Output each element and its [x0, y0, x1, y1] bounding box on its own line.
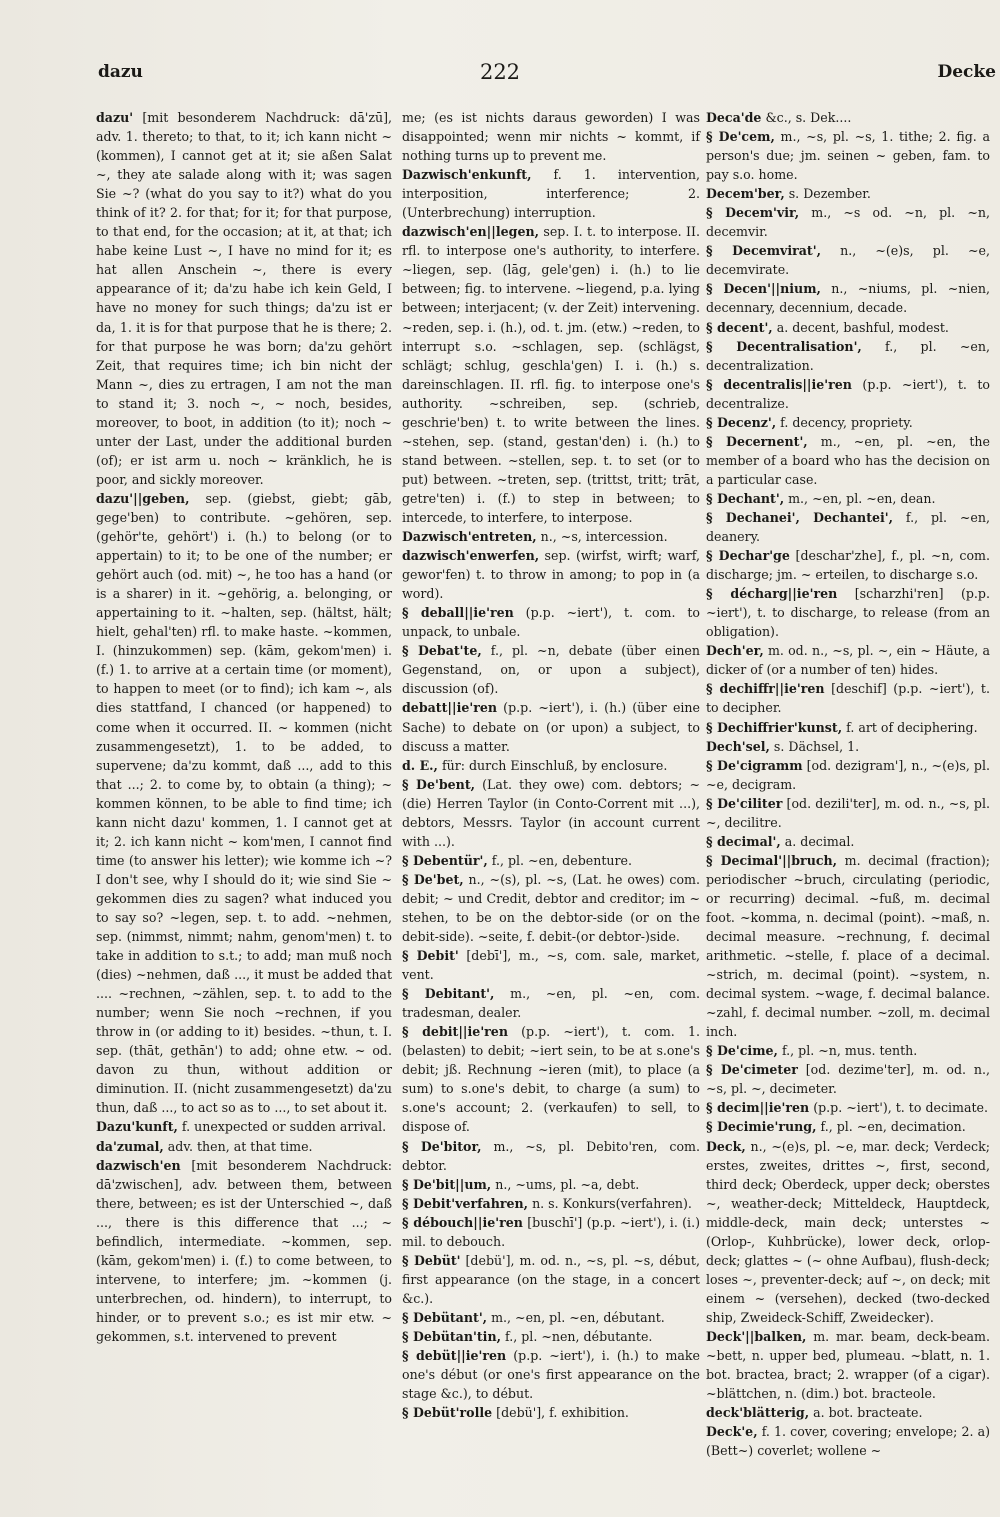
- entry-definition: [od. dezime'ter], m. od. n., ~s, pl. ~, decimeter.: [706, 1062, 990, 1097]
- dictionary-entry: [706, 1422, 990, 1460]
- dictionary-entry: [706, 203, 990, 241]
- entry-definition: f., pl. ~en, deanery.: [706, 509, 990, 545]
- dictionary-entry: [402, 851, 700, 870]
- entry-headword: Deck'e,: [706, 1424, 758, 1440]
- dictionary-entry: [402, 1403, 700, 1422]
- dictionary-entry: [706, 832, 990, 851]
- dictionary-entry: [706, 1060, 990, 1098]
- dictionary-entry: [402, 1346, 700, 1403]
- entry-headword: § Debit': [402, 948, 459, 964]
- entry-headword: Dazwisch'enkunft,: [402, 167, 532, 183]
- entry-headword: § decim||ie'ren: [706, 1100, 810, 1116]
- entry-headword: Dech'sel,: [706, 738, 770, 754]
- dictionary-entry: [706, 1098, 990, 1117]
- dictionary-entry: [706, 318, 990, 337]
- dictionary-entry: [706, 413, 990, 432]
- entry-headword: § Debitant',: [402, 986, 495, 1002]
- dictionary-entry: [402, 1327, 700, 1346]
- entry-definition: (p.p. ~iert'), t. com. to unpack, to unbale.: [402, 605, 700, 640]
- entry-definition: [mit besonderem Nachdruck: dā'zū], adv. 1. thereto; to that, to it; ich kann nicht ~ (kommen), I cannot get at it; sie aßen Salat ~, they ate salade along with it; was sagen Sie ~? (what do you say to it?) what do you think of it? 2. for that; for it; for that purpose, to that end, for the occasion; at it, at that; ich habe keine Lust ~, I have no mind for it; es hat allen Anschein ~, there is every appearance of it; da'zu habe ich kein Geld, I have no money for such things; da'zu ist er da, 1. it is for that purpose that he is there; 2. for that purpose he was born; da'zu gehört Zeit, that requires time; ich bin nicht der Mann ~, dies zu ertragen, I am not the man to stand it; 3. noch ~, ~ noch, besides, moreover, to boot, in addition (to it); noch ~ unter der Last, under the additional burden (of); er ist arm u. noch ~ kränklich, he is poor, and sickly moreover.: [96, 110, 392, 487]
- entry-definition: f., pl. ~n, mus. tenth.: [777, 1043, 918, 1059]
- entry-headword: da'zumal,: [96, 1138, 164, 1154]
- entry-headword: Dazwisch'entreten,: [402, 529, 537, 545]
- entry-headword: debatt||ie'ren: [402, 700, 498, 716]
- dictionary-entry: [706, 508, 990, 546]
- dictionary-entry: [402, 1175, 700, 1194]
- dictionary-entry: [706, 1403, 990, 1422]
- entry-headword: § Decenz',: [706, 414, 777, 430]
- entry-headword: § decentralis||ie'ren: [706, 376, 852, 392]
- entry-definition: adv. then, at that time.: [163, 1138, 313, 1154]
- entry-headword: Deca'de: [706, 110, 762, 125]
- dictionary-entry: [402, 1213, 700, 1251]
- entry-headword: dazu'||geben,: [96, 490, 190, 506]
- dictionary-entry: [402, 698, 700, 755]
- dictionary-entry: [706, 279, 990, 317]
- entry-definition: a. decent, bashful, modest.: [772, 319, 949, 335]
- entry-headword: § Dechiffrier'kunst,: [706, 719, 843, 735]
- entry-definition: f., pl. ~en, decimation.: [816, 1119, 966, 1135]
- entry-headword: § Dechanei', Dechantei',: [706, 509, 894, 525]
- entry-headword: § De'cimeter: [706, 1062, 798, 1078]
- dictionary-entry: [706, 489, 990, 508]
- entry-definition: (p.p. ~iert'), t. to decimate.: [809, 1100, 989, 1116]
- entry-headword: § Debat'te,: [402, 643, 482, 659]
- column-3: [706, 108, 990, 1460]
- entry-definition: (p.p. ~iert'), i. (h.) to make one's début (or one's first appearance on the stage &c.), to début.: [402, 1348, 700, 1402]
- entry-definition: a. bot. bracteate.: [809, 1405, 923, 1421]
- entry-headword: § De'bent,: [402, 776, 476, 792]
- dictionary-entry: [96, 1156, 392, 1346]
- dictionary-entry: [402, 870, 700, 946]
- entry-definition: (p.p. ~iert'), t. com. 1. (belasten) to debit; ~iert sein, to be at s.one's debit; jß. Rechnung ~ieren (mit), to place (a sum) to s.one's debit, to charge (a sum) to s.one's account; 2. (verkaufen) to sell, to dispose of.: [402, 1024, 700, 1135]
- dictionary-entry: [402, 756, 700, 775]
- entry-headword: § Decernent',: [706, 433, 808, 449]
- entry-headword: dazwisch'en||legen,: [402, 224, 540, 240]
- dictionary-entry: [402, 641, 700, 698]
- entry-headword: § De'ciliter: [706, 795, 783, 811]
- entry-definition: f. 1. intervention, interposition, interference; 2. (Unterbrechung) interruption.: [402, 167, 700, 221]
- entry-definition: f. unexpected or sudden arrival.: [177, 1119, 387, 1135]
- dictionary-entry: [706, 108, 990, 127]
- entry-headword: § De'cigramm: [706, 757, 803, 773]
- entry-definition: [debü'], f. exhibition.: [492, 1405, 629, 1421]
- entry-definition: sep. (wirfst, wirft; warf, gewor'fen) t. to throw in among; to pop in (a word).: [402, 548, 700, 602]
- entry-definition: [deschif] (p.p. ~iert'), t. to decipher.: [706, 681, 990, 716]
- dictionary-entry: [706, 1117, 990, 1136]
- entry-headword: § De'bet,: [402, 871, 464, 887]
- dictionary-entry: [706, 679, 990, 717]
- entry-definition: m., ~s, pl. Debito'ren, com. debtor.: [402, 1138, 700, 1173]
- dictionary-entry: [96, 108, 392, 489]
- dictionary-entry: [402, 984, 700, 1022]
- entry-headword: dazwisch'enwerfen,: [402, 548, 540, 564]
- entry-headword: § Debüt'rolle: [402, 1405, 493, 1421]
- page-header: [0, 58, 1000, 98]
- entry-definition: m. od. n., ~s, pl. ~, ein ~ Häute, a dicker of (or a number of ten) hides.: [706, 643, 990, 678]
- entry-headword: § De'cem,: [706, 129, 775, 145]
- entry-definition: f., pl. ~en, debenture.: [487, 852, 632, 868]
- dictionary-entry: [402, 222, 700, 527]
- entry-definition: a. decimal.: [780, 833, 855, 849]
- entry-headword: § Debentür',: [402, 852, 488, 868]
- entry-headword: Decem'ber,: [706, 186, 785, 202]
- entry-definition: [mit besonderem Nachdruck: dā'zwischen], adv. between them, between there, between; es ist der Unterschied ~, daß ..., there is this difference that ...; ~ befindlich, intermediate. ~kommen, sep. (kām, gekom'men) i. (f.) to come between, to intervene, to interfere; jm. ~kommen (j. unterbrechen, od. hindern), to interrupt, to hinder, or to prevent s.o.; es ist mir etw. ~ gekommen, s.t. intervened to prevent: [96, 1157, 392, 1344]
- entry-definition: [scharzhi'ren] (p.p. ~iert'), t. to discharge, to release (from an obligation).: [706, 586, 990, 640]
- entry-definition: [od. dezigram'], n., ~(e)s, pl. ~e, decigram.: [706, 757, 990, 792]
- dictionary-entry: [706, 184, 990, 203]
- entry-definition: f., pl. ~en, decentralization.: [706, 338, 990, 373]
- right-running-headword: Decke: [937, 62, 996, 82]
- entry-definition: (Lat. they owe) com. debtors; ~ (die) Herren Taylor (in Conto-Corrent mit ...), debtors, Messrs. Taylor (in account current with ...).: [402, 776, 700, 849]
- dictionary-entry: [402, 946, 700, 984]
- dictionary-entry: [402, 1022, 700, 1136]
- entry-headword: § débouch||ie'ren: [402, 1214, 523, 1230]
- entry-headword: § Debütan'tin,: [402, 1329, 501, 1344]
- entry-headword: § De'cime,: [706, 1043, 778, 1059]
- entry-definition: f. 1. cover, covering; envelope; 2. a) (Bett~) coverlet; wollene ~: [706, 1424, 990, 1459]
- dictionary-entry: [706, 241, 990, 279]
- dictionary-entry: [706, 1327, 990, 1403]
- dictionary-entry: [706, 337, 990, 375]
- entry-headword: § Debüt': [402, 1252, 461, 1268]
- dictionary-entry: [402, 108, 700, 165]
- dictionary-entry: [402, 1308, 700, 1327]
- entry-definition: [buschī'] (p.p. ~iert'), i. (i.) mil. to debouch.: [402, 1214, 700, 1249]
- dictionary-entry: [706, 546, 990, 584]
- entry-definition: me; (es ist nichts daraus geworden) I was disappointed; wenn mir nichts ~ kommt, if nothing turns up to prevent me.: [402, 110, 700, 164]
- dictionary-entry: [402, 775, 700, 851]
- dictionary-entry: [402, 1137, 700, 1175]
- entry-headword: § deball||ie'ren: [402, 605, 514, 621]
- entry-headword: § Decen'||nium,: [706, 281, 821, 297]
- entry-definition: n., ~niums, pl. ~nien, decennary, decennium, decade.: [706, 281, 990, 316]
- entry-definition: f., pl. ~nen, débutante.: [501, 1329, 653, 1344]
- entry-headword: § debüt||ie'ren: [402, 1348, 507, 1364]
- page-number: 222: [479, 60, 521, 84]
- entry-definition: m., ~en, pl. ~en, dean.: [784, 490, 936, 506]
- dictionary-entry: [402, 527, 700, 546]
- entry-definition: m., ~en, pl. ~en, débutant.: [487, 1309, 665, 1325]
- entry-headword: Deck'||balken,: [706, 1329, 807, 1344]
- entry-definition: n., ~(s), pl. ~s, (Lat. he owes) com. debit; ~ und Credit, debtor and creditor; im ~ stehen, to be on the debtor-side (or on the debit-side). ~seite, f. debit-(or debtor-)side.: [402, 871, 700, 945]
- entry-headword: Dech'er,: [706, 643, 764, 659]
- dictionary-entry: [706, 794, 990, 832]
- entry-headword: Dazu'kunft,: [96, 1119, 178, 1135]
- entry-definition: [deschar'zhe], f., pl. ~n, com. discharge; jm. ~ erteilen, to discharge s.o.: [706, 548, 990, 583]
- dictionary-entry: [706, 718, 990, 737]
- left-running-headword: dazu: [98, 62, 143, 82]
- dictionary-entry: [402, 603, 700, 641]
- entry-definition: (p.p. ~iert'), t. to decentralize.: [706, 376, 990, 411]
- entry-definition: m. decimal (fraction); periodischer ~bruch, circulating (periodic, or recurring) decimal. ~fuß, m. decimal foot. ~komma, n. decimal (point). ~maß, n. decimal measure. ~rechnung, f. decimal arithmetic. ~stelle, f. place of a decimal. ~strich, m. decimal (point). ~system, n. decimal system. ~wage, f. decimal balance. ~zahl, f. decimal number. ~zoll, m. decimal inch.: [706, 852, 991, 1040]
- entry-headword: § Decentralisation',: [706, 338, 862, 354]
- entry-headword: § Debütant',: [402, 1309, 488, 1325]
- entry-definition: f., pl. ~n, debate (über einen Gegenstand, on, or upon a subject), discussion (of).: [402, 643, 700, 697]
- dictionary-entry: [706, 1137, 990, 1327]
- entry-definition: [debü'], m. od. n., ~s, pl. ~s, début, first appearance (on the stage, in a concert &c.).: [402, 1252, 700, 1306]
- entry-definition: s. Dächsel, 1.: [769, 738, 860, 754]
- dictionary-entry: [706, 851, 990, 1041]
- entry-definition: m., ~en, pl. ~en, com. tradesman, dealer.: [402, 986, 700, 1021]
- dictionary-entry: [706, 641, 990, 679]
- dictionary-entry: [402, 1194, 700, 1213]
- entry-definition: für: durch Einschluß, by enclosure.: [437, 757, 668, 773]
- dictionary-entry: [706, 756, 990, 794]
- column-2: [402, 108, 700, 1422]
- entry-headword: deck'blätterig,: [706, 1405, 810, 1421]
- dictionary-entry: [706, 584, 990, 641]
- entry-definition: m., ~s od. ~n, pl. ~n, decemvir.: [706, 205, 990, 240]
- entry-definition: n., ~s, intercession.: [536, 529, 668, 545]
- entry-headword: § Decimal'||bruch,: [706, 852, 838, 868]
- dictionary-entry: [706, 1041, 990, 1060]
- entry-headword: § Decemvirat',: [706, 243, 821, 259]
- entry-definition: s. Dezember.: [784, 186, 871, 202]
- dictionary-entry: [706, 432, 990, 489]
- entry-headword: § debit||ie'ren: [402, 1024, 508, 1040]
- entry-definition: [debī'], m., ~s, com. sale, market, vent.: [402, 948, 700, 983]
- entry-definition: m., ~en, pl. ~en, the member of a board who has the decision on a particular case.: [706, 433, 990, 487]
- entry-headword: § Debit'verfahren,: [402, 1195, 529, 1211]
- entry-headword: § De'bit||um,: [402, 1176, 492, 1192]
- dictionary-entry: [706, 737, 990, 756]
- entry-headword: dazu': [96, 110, 134, 125]
- entry-headword: dazwisch'en: [96, 1157, 181, 1173]
- entry-headword: § De'bitor,: [402, 1138, 482, 1154]
- entry-definition: sep. (giebst, giebt; gāb, gege'ben) to contribute. ~gehören, sep. (gehör'te, gehört') i. (h.) to belong (or to appertain) to it; to be one of the number; er gehört auch (od. mit) ~, he too has a hand (or is a sharer) in it. ~gehörig, a. belonging, or appertaining to it. ~halten, sep. (hältst, hält; hielt, gehal'ten) rfl. to make haste. ~kommen, I. (hinzukommen) sep. (kām, gekom'men) i. (f.) 1. to arrive at a certain time (or moment), to happen to meet (or to find); ich kam ~, als dies stattfand, I chanced (or happened) to come when it occurred. II. ~ kommen (nicht zusammengesetzt), 1. to be added, to supervene; da'zu kommt, daß ..., add to this that ...; 2. to come by, to obtain (a thing); ~ kommen können, to be able to find time; ich kann nicht dazu' kommen, 1. I cannot get at it; 2. ich kann nicht ~ kom'men, I cannot find time (to answer his letter); wie komme ich ~? I don't see, why I should do it; wie sind Sie ~ gekommen dies zu sagen? what induced you to say so? ~legen, sep. t. to add. ~nehmen, sep. (nimmst, nimmt; nahm, genom'men) t. to take in addition to s.t.; to add; man muß noch (dies) ~nehmen, daß ..., it must be added that .... ~rechnen, ~zählen, sep. t. to add to the number; wenn Sie noch ~rechnen, if you throw in (or adding to it) besides. ~thun, t. I. sep. (thāt, gethān') to add; ohne etw. ~ od. davon zu thun, without addition or diminution. II. (nicht zusammengesetzt) da'zu thun, daß ..., to act so as to ..., to set about it.: [96, 490, 392, 1116]
- entry-headword: Deck,: [706, 1138, 746, 1154]
- entry-headword: § décharg||ie'ren: [706, 586, 838, 602]
- entry-definition: n., ~(e)s, pl. ~e, mar. deck; Verdeck; erstes, zweites, drittes ~, first, second, third deck; Oberdeck, upper deck; oberstes ~, weather-deck; Mitteldeck, Hauptdeck, middle-deck, main deck; unterstes ~ (Orlop-, Kuhbrücke), lower deck, orlop-deck; glattes ~ (~ ohne Aufbau), flush-deck; loses ~, preventer-deck; auf ~, on deck; mit einem ~ (versehen), decked (two-decked ship, Zweideck-Schiff, Zweidecker).: [706, 1138, 990, 1325]
- entry-definition: sep. I. t. to interpose. II. rfl. to interpose one's authority, to interfere. ~liegen, sep. (lāg, gele'gen) i. (h.) to lie between; fig. to intervene. ~liegend, p.a. lying between; interjacent; (v. der Zeit) intervening. ~reden, sep. i. (h.), od. t. jm. (etw.) ~reden, to interrupt s.o. ~schlagen, sep. (schlägst, schlägt; schlug, geschla'gen) I. i. (h.) s. dareinschlagen. II. rfl. fig. to interpose one's authority. ~schreiben, sep. (schrieb, geschrie'ben) t. to write between the lines. ~stehen, sep. (stand, gestan'den) i. (h.) to stand between. ~stellen, sep. t. to set (or to put) between. ~treten, sep. (trittst, tritt; trāt, getre'ten) i. (f.) to step in between; to intercede, to interfere, to interpose.: [402, 224, 700, 525]
- entry-definition: m., ~s, pl. ~s, 1. tithe; 2. fig. a person's due; jm. seinen ~ geben, fam. to pay s.o. home.: [706, 129, 990, 183]
- dictionary-entry: [706, 127, 990, 184]
- dictionary-entry: [96, 1117, 392, 1136]
- entry-definition: (p.p. ~iert'), i. (h.) (über eine Sache) to debate on (or upon) a subject, to discuss a matter.: [402, 700, 700, 754]
- entry-definition: &c., s. Dek....: [761, 110, 852, 125]
- dictionary-entry: [96, 1137, 392, 1156]
- entry-definition: f. art of deciphering.: [842, 719, 978, 735]
- entry-definition: n., ~ums, pl. ~a, debt.: [491, 1176, 640, 1192]
- entry-headword: § Dechant',: [706, 490, 785, 506]
- entry-headword: § dechiffr||ie'ren: [706, 681, 825, 697]
- entry-headword: § decent',: [706, 319, 773, 335]
- dictionary-entry: [402, 546, 700, 603]
- entry-headword: d. E.,: [402, 757, 438, 773]
- entry-headword: § Decimie'rung,: [706, 1119, 817, 1135]
- dictionary-entry: [402, 1251, 700, 1308]
- entry-definition: m. mar. beam, deck-beam. ~bett, n. upper bed, plumeau. ~blatt, n. 1. bot. bractea, bract; 2. wrapper (of a cigar). ~blättchen, n. (dim.) bot. bracteole.: [706, 1329, 990, 1402]
- column-1: [96, 108, 392, 1346]
- entry-headword: § decimal',: [706, 833, 781, 849]
- dictionary-entry: [402, 165, 700, 222]
- entry-definition: n. s. Konkurs(verfahren).: [528, 1195, 692, 1211]
- dictionary-entry: [96, 489, 392, 1118]
- entry-headword: § Dechar'ge: [706, 548, 790, 564]
- dictionary-entry: [706, 375, 990, 413]
- entry-definition: [od. dezili'ter], m. od. n., ~s, pl. ~, decilitre.: [706, 795, 990, 830]
- entry-definition: n., ~(e)s, pl. ~e, decemvirate.: [706, 243, 990, 278]
- entry-headword: § Decem'vir,: [706, 205, 800, 221]
- entry-definition: f. decency, propriety.: [776, 414, 913, 430]
